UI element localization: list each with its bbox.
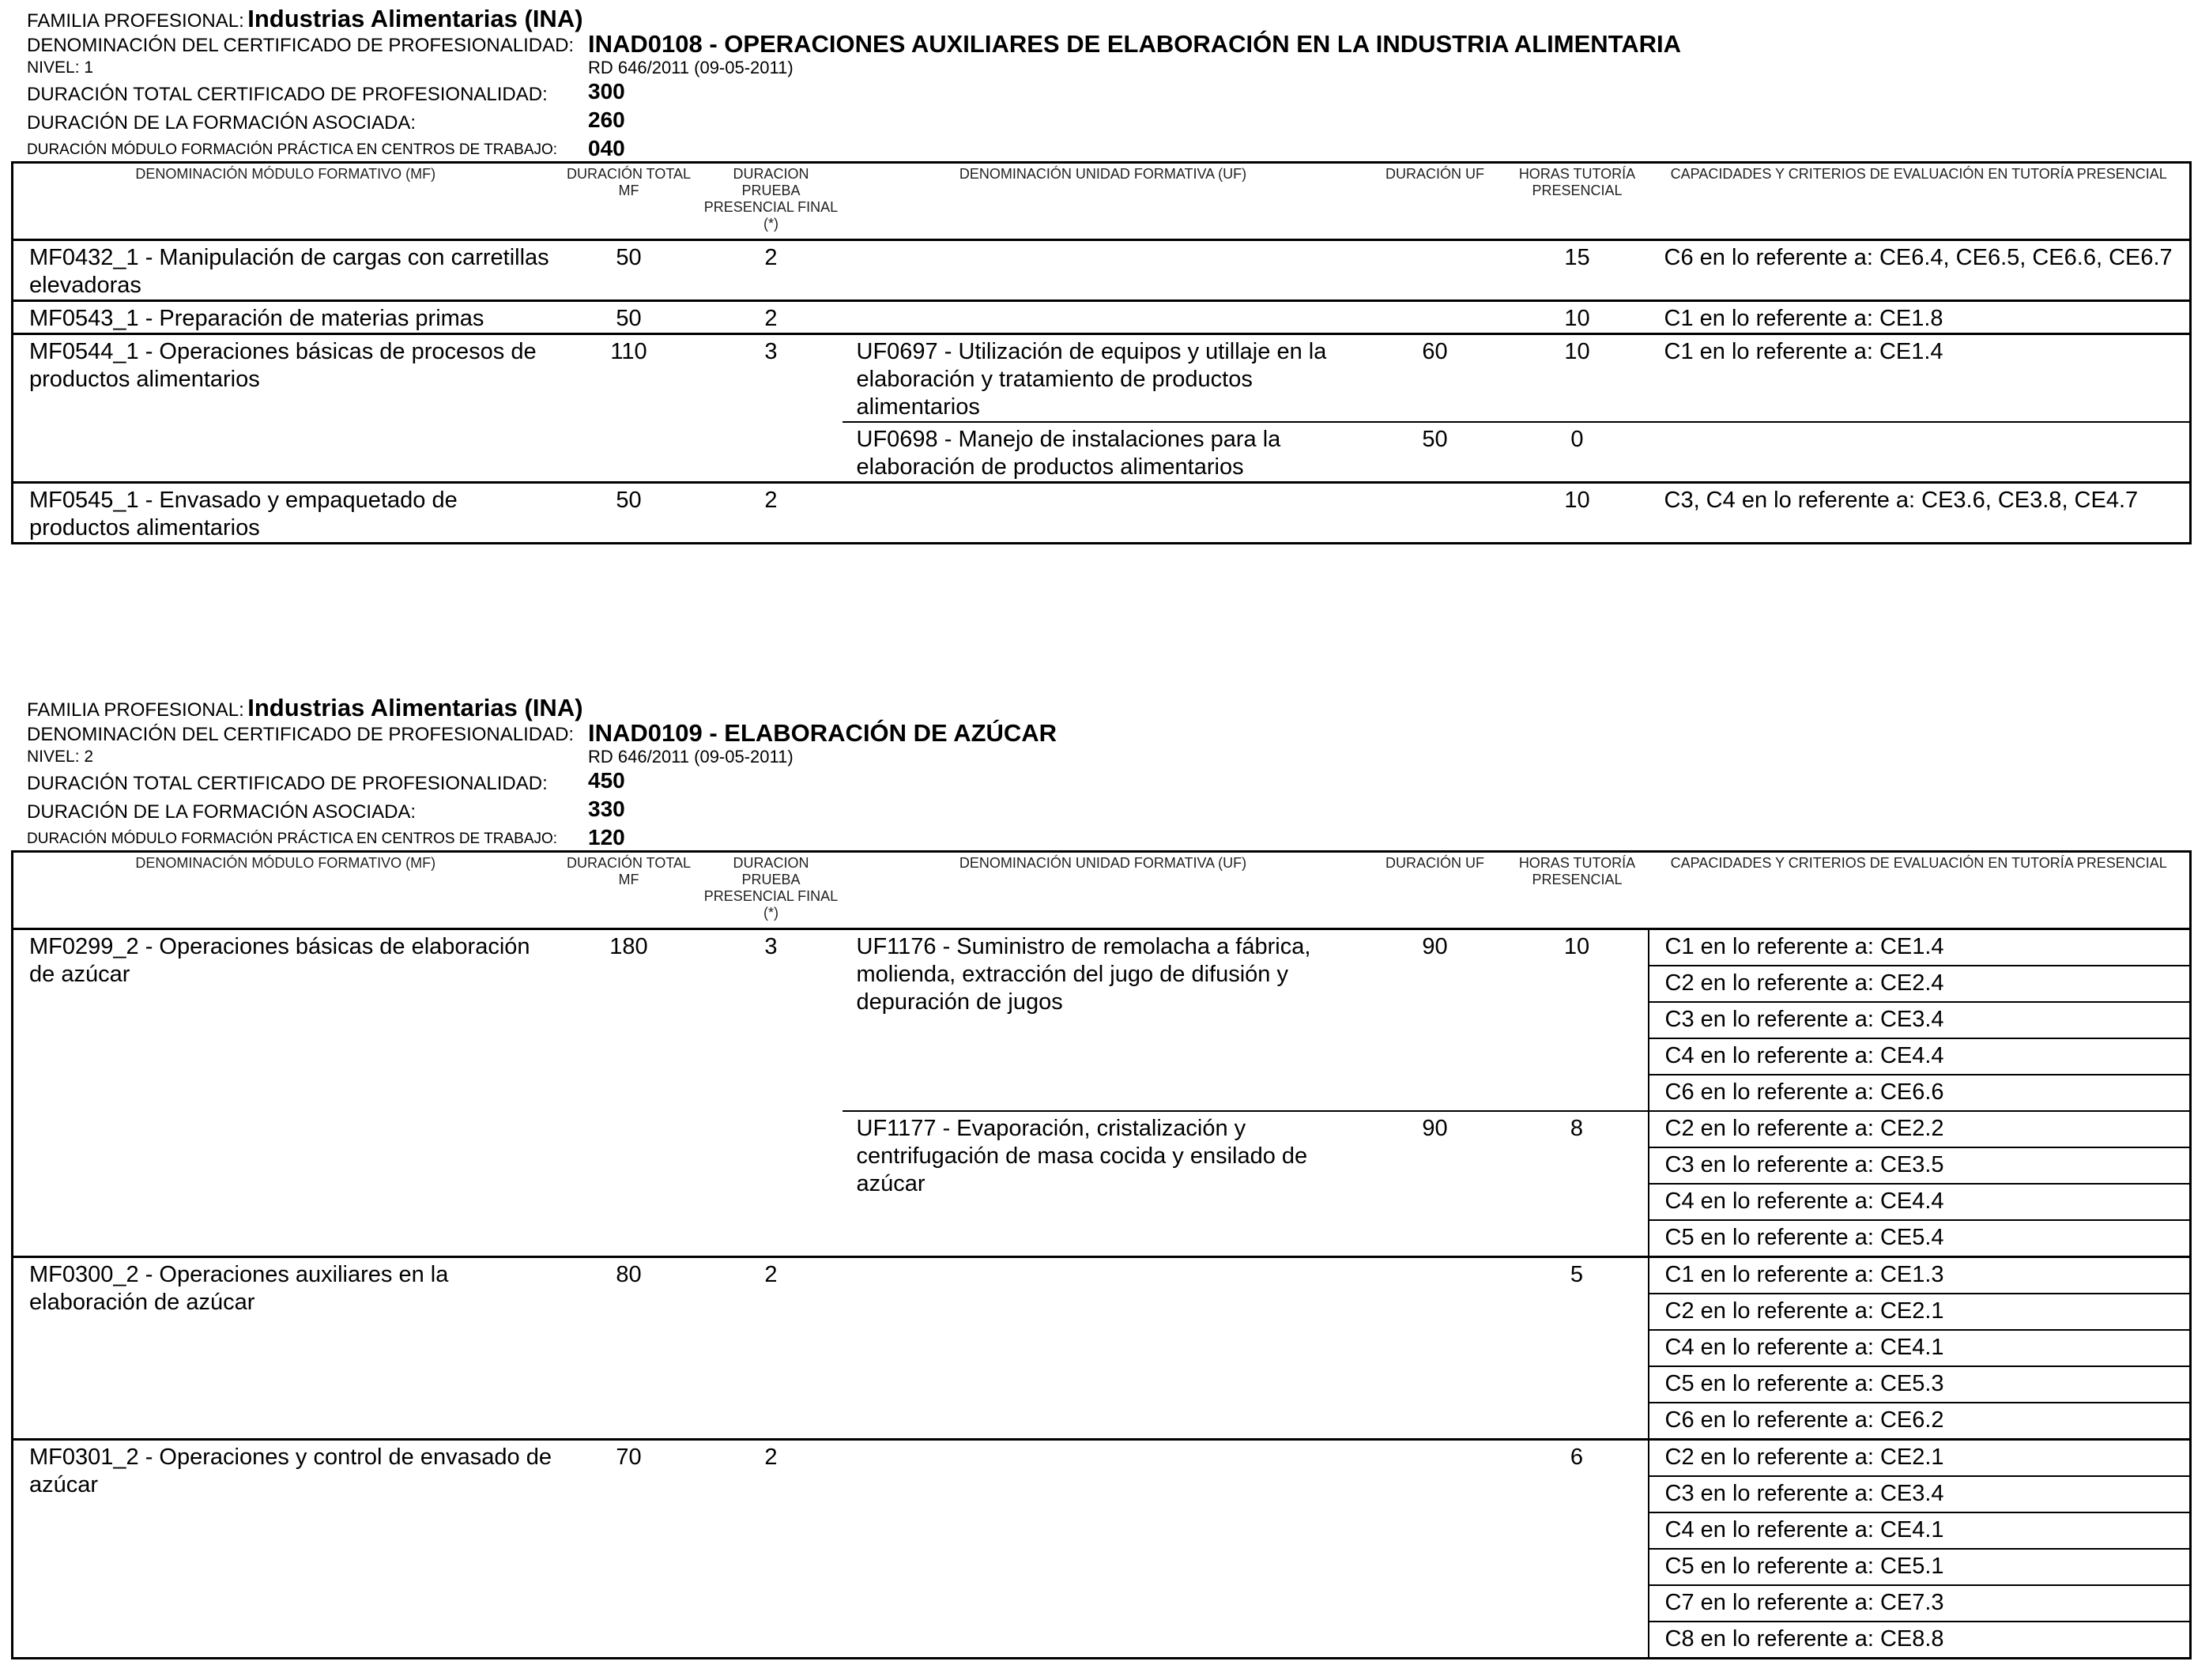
tutoria-hours: 10 (1506, 334, 1649, 423)
uf-name (843, 240, 1364, 301)
capacidad-item: C4 en lo referente a: CE4.1 (1649, 1330, 2191, 1366)
uf-name: UF1177 - Evaporación, cristalización y centrifugación de masa cocida y ensilado de azúcar (843, 1111, 1364, 1257)
duracion-total-value: 450 (588, 768, 625, 793)
uf-name (843, 1257, 1364, 1440)
duracion-formacion-label: DURACIÓN DE LA FORMACIÓN ASOCIADA: (27, 801, 417, 823)
prueba-duration: 3 (700, 334, 843, 483)
uf-name: UF1176 - Suministro de remolacha a fábrica, molienda, extracción del jugo de difusión y depuración de jugos (856, 934, 1311, 1015)
certificate-header (11, 692, 2189, 850)
tutoria-hours: 15 (1564, 245, 1590, 270)
capacidad-item: C5 en lo referente a: CE5.1 (1649, 1549, 2191, 1585)
mf-name: MF0299_2 - Operaciones básicas de elaboración de azúcar (29, 934, 530, 987)
duracion-formacion-value: 330 (588, 797, 625, 821)
denominacion-label: DENOMINACIÓN DEL CERTIFICADO DE PROFESIONALIDAD: (27, 724, 575, 745)
duracion-total-label: DURACIÓN TOTAL CERTIFICADO DE PROFESIONALIDAD: (27, 773, 548, 794)
tutoria-hours: 0 (1506, 422, 1649, 483)
capacidad-item: C3 en lo referente a: CE3.5 (1649, 1147, 2191, 1184)
capacidad-item: C3 en lo referente a: CE3.4 (1649, 1002, 2191, 1038)
table-row (13, 240, 2191, 301)
header-horas: HORAS TUTORÍA PRESENCIAL (1506, 852, 1649, 929)
mf-duration: 50 (616, 245, 642, 270)
certificate-title: INAD0109 - ELABORACIÓN DE AZÚCAR (588, 719, 1057, 747)
uf-duration: 90 (1422, 934, 1448, 959)
duracion-total-value: 300 (588, 79, 625, 104)
nivel-value: 1 (84, 58, 94, 77)
mf-name: MF0545_1 - Envasado y empaquetado de productos alimentarios (13, 483, 558, 544)
mf-duration: 80 (558, 1257, 700, 1440)
mf-duration: 50 (558, 483, 700, 544)
capacidad-item: C4 en lo referente a: CE4.4 (1649, 1184, 2191, 1220)
header-prueba: DURACION PRUEBA PRESENCIAL FINAL (*) (700, 852, 843, 929)
duracion-practica-value: 120 (588, 825, 625, 849)
header-prueba: DURACION PRUEBA PRESENCIAL FINAL (*) (700, 163, 843, 240)
prueba-duration: 2 (700, 301, 843, 334)
nivel-value: 2 (84, 748, 94, 766)
capacidad-item: C4 en lo referente a: CE4.1 (1649, 1512, 2191, 1549)
prueba-duration: 2 (700, 1257, 843, 1440)
header-capacidades: CAPACIDADES Y CRITERIOS DE EVALUACIÓN EN TUTORÍA PRESENCIAL (1649, 852, 2191, 929)
certificate-title: INAD0108 - OPERACIONES AUXILIARES DE ELABORACIÓN EN LA INDUSTRIA ALIMENTARIA (588, 30, 1682, 58)
uf-duration (1364, 1440, 1506, 1659)
rd-reference: RD 646/2011 (09-05-2011) (588, 747, 794, 767)
mf-duration: 70 (558, 1440, 700, 1659)
header-duracion-uf: DURACIÓN UF (1364, 852, 1506, 929)
capacidad-item: C5 en lo referente a: CE5.4 (1649, 1220, 2191, 1257)
duracion-total-label: DURACIÓN TOTAL CERTIFICADO DE PROFESIONALIDAD: (27, 84, 548, 105)
table-row (13, 301, 2191, 334)
table-header-row (13, 852, 2191, 929)
mf-name: MF0432_1 - Manipulación de cargas con carretillas elevadoras (29, 245, 549, 298)
prueba-duration: 2 (764, 245, 778, 270)
uf-duration: 90 (1364, 1111, 1506, 1257)
uf-duration (1364, 483, 1506, 544)
mf-duration: 50 (558, 301, 700, 334)
nivel-line (27, 58, 93, 77)
mf-name: MF0544_1 - Operaciones básicas de procesos de productos alimentarios (13, 334, 558, 483)
header-uf: DENOMINACIÓN UNIDAD FORMATIVA (UF) (843, 852, 1364, 929)
mf-name: MF0301_2 - Operaciones y control de envasado de azúcar (13, 1440, 558, 1659)
capacidad-item: C8 en lo referente a: CE8.8 (1649, 1622, 2191, 1659)
familia-label: FAMILIA PROFESIONAL: (27, 10, 244, 32)
uf-name (843, 1440, 1364, 1659)
capacidad-item: C1 en lo referente a: CE1.3 (1649, 1257, 2191, 1294)
header-mf: DENOMINACIÓN MÓDULO FORMATIVO (MF) (13, 163, 558, 240)
mf-name: MF0543_1 - Preparación de materias primas (13, 301, 558, 334)
header-mf: DENOMINACIÓN MÓDULO FORMATIVO (MF) (13, 852, 558, 929)
duracion-practica-value: 040 (588, 136, 625, 160)
denominacion-label: DENOMINACIÓN DEL CERTIFICADO DE PROFESIONALIDAD: (27, 35, 575, 56)
prueba-duration: 2 (700, 483, 843, 544)
capacidad-item: C6 en lo referente a: CE6.6 (1649, 1075, 2191, 1111)
prueba-duration: 3 (764, 934, 778, 959)
duracion-formacion-value: 260 (588, 107, 625, 132)
capacidad-item: C5 en lo referente a: CE5.3 (1649, 1366, 2191, 1403)
capacidad-item: C7 en lo referente a: CE7.3 (1649, 1585, 2191, 1622)
prueba-duration: 2 (700, 1440, 843, 1659)
capacidad-item: C1 en lo referente a: CE1.4 (1649, 929, 2191, 966)
tutoria-hours: 10 (1563, 934, 1590, 959)
tutoria-hours: 5 (1506, 1257, 1649, 1440)
table-row (13, 334, 2191, 423)
familia-label: FAMILIA PROFESIONAL: (27, 699, 244, 721)
tutoria-hours: 6 (1506, 1440, 1649, 1659)
header-horas: HORAS TUTORÍA PRESENCIAL (1506, 163, 1649, 240)
mf-name: MF0300_2 - Operaciones auxiliares en la elaboración de azúcar (13, 1257, 558, 1440)
familia-value: Industrias Alimentarias (INA) (247, 694, 583, 721)
capacidades-text: C1 en lo referente a: CE1.8 (1649, 301, 2191, 334)
table-row (13, 1440, 2191, 1477)
rd-reference: RD 646/2011 (09-05-2011) (588, 58, 794, 77)
uf-name (843, 483, 1364, 544)
capacidad-item: C6 en lo referente a: CE6.2 (1649, 1403, 2191, 1440)
mf-duration: 110 (558, 334, 700, 483)
capacidad-item: C3 en lo referente a: CE3.4 (1649, 1476, 2191, 1512)
capacidades-text: C3, C4 en lo referente a: CE3.6, CE3.8, CE4.7 (1649, 483, 2191, 544)
uf-name: UF0698 - Manejo de instalaciones para la elaboración de productos alimentarios (843, 422, 1364, 483)
table-row (13, 483, 2191, 544)
capacidad-item: C2 en lo referente a: CE2.1 (1649, 1440, 2191, 1477)
nivel-label: NIVEL: (27, 748, 80, 766)
header-duracion-mf: DURACIÓN TOTAL MF (558, 163, 700, 240)
header-capacidades: CAPACIDADES Y CRITERIOS DE EVALUACIÓN EN TUTORÍA PRESENCIAL (1649, 163, 2191, 240)
nivel-line (27, 748, 93, 767)
uf-name: UF0697 - Utilización de equipos y utillaje en la elaboración y tratamiento de productos alimentarios (843, 334, 1364, 423)
uf-duration (1364, 240, 1506, 301)
table-row (13, 1257, 2191, 1294)
table-row (13, 929, 2191, 966)
uf-name (843, 301, 1364, 334)
tutoria-hours: 8 (1506, 1111, 1649, 1257)
tutoria-hours: 10 (1506, 483, 1649, 544)
header-duracion-mf: DURACIÓN TOTAL MF (558, 852, 700, 929)
certificate-inad0108 (11, 3, 2189, 544)
uf-duration (1364, 1257, 1506, 1440)
header-duracion-uf: DURACIÓN UF (1364, 163, 1506, 240)
certificate-header (11, 3, 2189, 161)
table-header-row (13, 163, 2191, 240)
uf-duration (1364, 301, 1506, 334)
capacidad-item: C2 en lo referente a: CE2.4 (1649, 966, 2191, 1002)
capacidades-text: C1 en lo referente a: CE1.4 (1649, 334, 2191, 423)
duracion-practica-label: DURACIÓN MÓDULO FORMACIÓN PRÁCTICA EN CENTROS DE TRABAJO: (27, 141, 558, 158)
familia-value: Industrias Alimentarias (INA) (247, 5, 583, 32)
header-uf: DENOMINACIÓN UNIDAD FORMATIVA (UF) (843, 163, 1364, 240)
uf-duration: 60 (1364, 334, 1506, 423)
mf-duration: 180 (609, 934, 648, 959)
duracion-formacion-label: DURACIÓN DE LA FORMACIÓN ASOCIADA: (27, 112, 417, 134)
capacidad-item: C4 en lo referente a: CE4.4 (1649, 1038, 2191, 1075)
duracion-practica-label: DURACIÓN MÓDULO FORMACIÓN PRÁCTICA EN CENTROS DE TRABAJO: (27, 831, 558, 847)
capacidades-text (1649, 422, 2191, 483)
capacidad-item: C2 en lo referente a: CE2.1 (1649, 1294, 2191, 1330)
uf-duration: 50 (1364, 422, 1506, 483)
tutoria-hours: 10 (1506, 301, 1649, 334)
nivel-label: NIVEL: (27, 58, 80, 77)
capacidades-text: C6 en lo referente a: CE6.4, CE6.5, CE6.6, CE6.7 (1664, 245, 2173, 270)
modules-table (11, 161, 2192, 544)
modules-table (11, 850, 2192, 1659)
certificate-inad0109 (11, 692, 2189, 1659)
capacidad-item: C2 en lo referente a: CE2.2 (1649, 1111, 2191, 1147)
